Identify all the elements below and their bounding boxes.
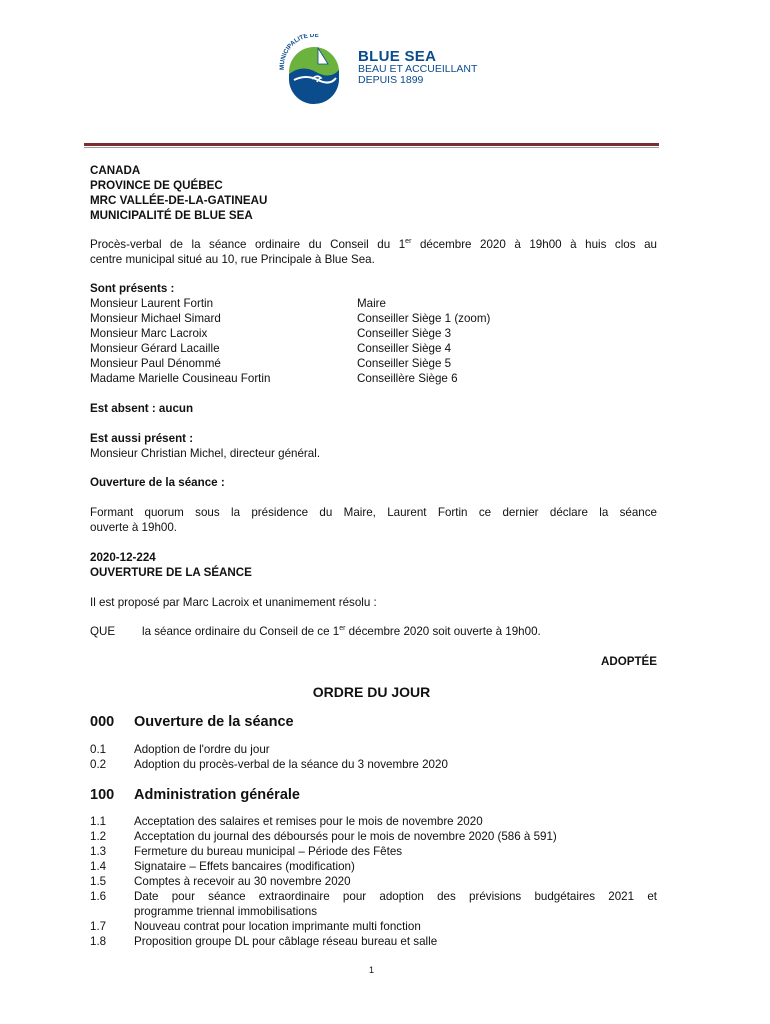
agenda-item-text: Fermeture du bureau municipal – Période des Fêtes (134, 845, 403, 858)
agenda-item-text: Adoption du procès-verbal de la séance du 3 novembre 2020 (134, 758, 448, 771)
agenda-item-text: Comptes à recevoir au 30 novembre 2020 (134, 875, 351, 888)
brand-name: BLUE SEA (358, 48, 437, 65)
intro-line-2: centre municipal situé au 10, rue Principale à Blue Sea. (90, 253, 375, 266)
present-title: Sont présents : (90, 282, 175, 295)
agenda-item-number: 0.2 (90, 758, 107, 771)
agenda-item-number: 1.2 (90, 830, 107, 843)
present-role-6: Conseillère Siège 6 (357, 372, 458, 385)
agenda-item-text: Acceptation du journal des déboursés pour le mois de novembre 2020 (586 à 591) (134, 830, 557, 843)
agenda-item-number: 1.1 (90, 815, 107, 828)
header-rule (84, 143, 659, 146)
present-name-6: Madame Marielle Cousineau Fortin (90, 372, 271, 385)
agenda-item-number: 1.3 (90, 845, 107, 858)
absent-line: Est absent : aucun (90, 402, 194, 415)
page-number: 1 (368, 965, 374, 975)
present-name-1: Monsieur Laurent Fortin (90, 297, 214, 310)
agenda-item-number: 1.7 (90, 920, 107, 933)
agenda-item-text: Adoption de l'ordre du jour (134, 743, 270, 756)
also-present-title: Est aussi présent : (90, 432, 194, 445)
agenda-item-text: Signataire – Effets bancaires (modification) (134, 860, 355, 873)
agenda-item-text: Date pour séance extraordinaire pour adoption des prévisions budgétaires 2021 et (134, 890, 657, 903)
present-name-5: Monsieur Paul Dénommé (90, 357, 221, 370)
logo-arc-text: MUNICIPALITÉ DE (278, 34, 320, 71)
address-municipality: MUNICIPALITÉ DE BLUE SEA (90, 209, 253, 222)
agenda-item-number: 1.8 (90, 935, 107, 948)
agenda-item-text: Proposition groupe DL pour câblage réseau bureau et salle (134, 935, 438, 948)
adopted-label: ADOPTÉE (600, 655, 657, 668)
intro-text-end: décembre 2020 à 19h00 à huis clos au (411, 238, 657, 251)
opening-title: Ouverture de la séance : (90, 476, 225, 489)
resolution-que-label: QUE (90, 625, 116, 638)
section-000-title: Ouverture de la séance (134, 714, 294, 730)
also-present-text: Monsieur Christian Michel, directeur général. (90, 447, 321, 460)
section-100-title: Administration générale (134, 787, 300, 803)
address-province: PROVINCE DE QUÉBEC (90, 179, 223, 192)
que-text-start: la séance ordinaire du Conseil de ce 1 (142, 625, 340, 638)
opening-line-2: ouverte à 19h00. (90, 521, 178, 534)
logo-emblem-icon (272, 34, 356, 106)
agenda-item-number: 1.6 (90, 890, 107, 903)
municipality-logo (272, 34, 356, 106)
present-role-3: Conseiller Siège 3 (357, 327, 452, 340)
present-role-5: Conseiller Siège 5 (357, 357, 452, 370)
brand-tagline-1: BEAU ET ACCUEILLANT (358, 63, 478, 75)
agenda-item-text: Acceptation des salaires et remises pour le mois de novembre 2020 (134, 815, 483, 828)
que-sup: er (339, 625, 346, 632)
brand-tagline-2: DEPUIS 1899 (358, 74, 424, 86)
present-role-1: Maire (357, 297, 386, 310)
brand-block (358, 49, 477, 86)
agenda-item-number: 1.4 (90, 860, 107, 873)
intro-line-1 (90, 237, 657, 252)
section-100-number: 100 (90, 787, 115, 803)
present-name-2: Monsieur Michael Simard (90, 312, 221, 325)
intro-text-start: Procès-verbal de la séance ordinaire du Conseil du 1 (90, 238, 406, 251)
agenda-item-text-continued: programme triennal immobilisations (134, 905, 317, 918)
present-name-4: Monsieur Gérard Lacaille (90, 342, 220, 355)
resolution-proposed: Il est proposé par Marc Lacroix et unanimement résolu : (90, 596, 377, 609)
address-mrc: MRC VALLÉE-DE-LA-GATINEAU (90, 194, 268, 207)
section-000-number: 000 (90, 714, 115, 730)
present-role-2: Conseiller Siège 1 (zoom) (357, 312, 491, 325)
present-name-3: Monsieur Marc Lacroix (90, 327, 208, 340)
header-rule-thin (84, 147, 659, 148)
address-country: CANADA (90, 164, 141, 177)
resolution-title: OUVERTURE DE LA SÉANCE (90, 566, 252, 579)
resolution-que-text (142, 624, 541, 639)
resolution-number: 2020-12-224 (90, 551, 156, 564)
agenda-title: ORDRE DU JOUR (312, 684, 431, 700)
logo-bottom-text: BLUE SEA (293, 88, 324, 101)
present-role-4: Conseiller Siège 4 (357, 342, 452, 355)
agenda-item-number: 0.1 (90, 743, 107, 756)
que-text-end: décembre 2020 soit ouverte à 19h00. (345, 625, 541, 638)
agenda-item-text: Nouveau contrat pour location imprimante multi fonction (134, 920, 421, 933)
agenda-item-number: 1.5 (90, 875, 107, 888)
intro-sup: er (405, 238, 412, 245)
opening-line-1: Formant quorum sous la présidence du Maire, Laurent Fortin ce dernier déclare la séance (90, 506, 657, 519)
